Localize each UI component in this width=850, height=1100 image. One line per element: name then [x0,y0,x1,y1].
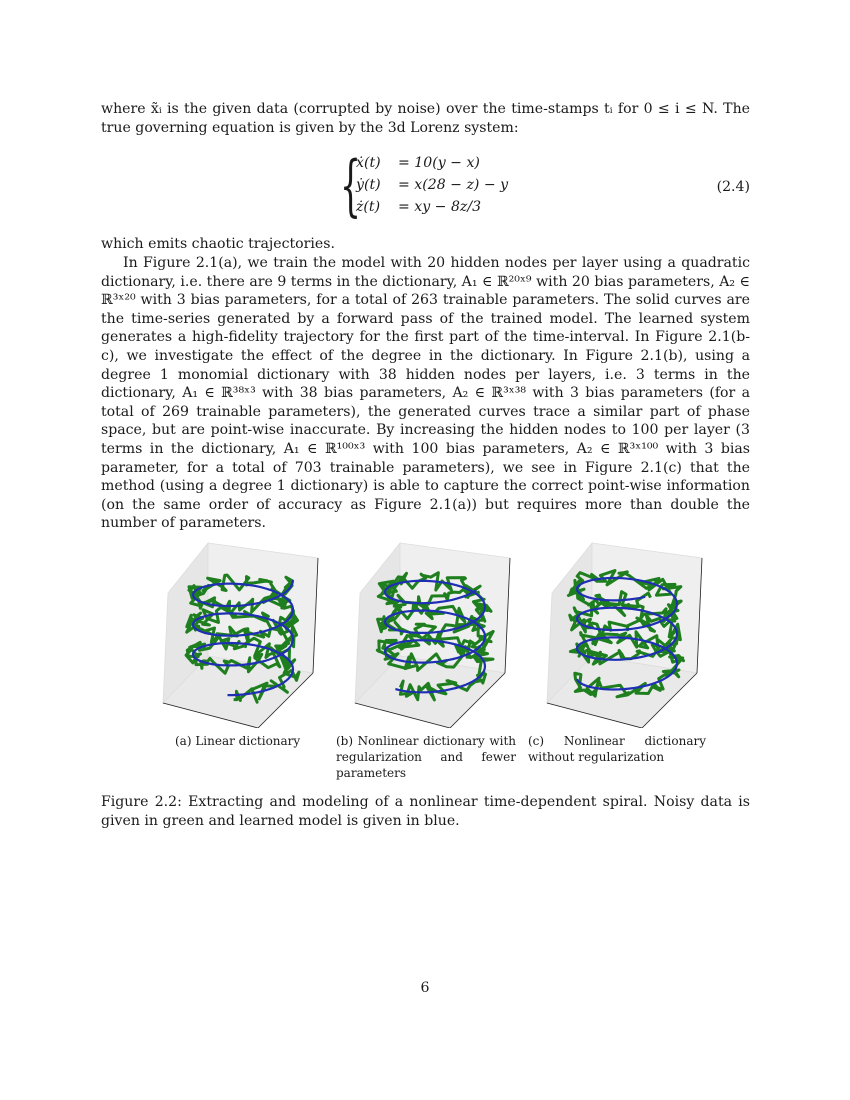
paragraph-results: In Figure 2.1(a), we train the model with 20 hidden nodes per layer using a quadratic dictionary, i.e. there are 9 terms in the dictionary, A₁ ∈ ℝ²⁰ˣ⁹ with 20 bias parameters, A₂ ∈ ℝ³ˣ²⁰ with 3 bias parameters, for a total of 263 trainable parameters. The solid curves are the time-series generated by a forward pass of the trained model. The learned system generates a high-fidelity trajectory for the first part of the time-interval. In Figure 2.1(b-c), we investigate the effect of the degree in the dictionary. In Figure 2.1(b), using a degree 1 monomial dictionary with 38 hidden nodes per layers, i.e. 3 terms in the dictionary, A₁ ∈ ℝ³⁸ˣ³ with 38 bias parameters, A₂ ∈ ℝ³ˣ³⁸ with 3 bias parameters (for a total of 269 trainable parameters), the generated curves trace a similar part of phase space, but are point-wise inaccurate. By increasing the hidden nodes to 100 per layer (3 terms in the dictionary, A₁ ∈ ℝ¹⁰⁰ˣ³ with 100 bias parameters, A₂ ∈ ℝ³ˣ¹⁰⁰ with 3 bias parameter, for a total of 703 trainable parameters), we see in Figure 2.1(c) that the method (using a degree 1 dictionary) is able to capture the correct point-wise information (on the same order of accuracy as Figure 2.1(a)) but requires more than double the number of parameters. [101,255,750,532]
subfigure-c-plot [532,538,717,728]
paragraph-intro: where x̃ᵢ is the given data (corrupted by noise) over the time-stamps tᵢ for 0 ≤ i ≤ N. The true governing equation is given by the 3d Lorenz system: [101,101,750,136]
page-number: 6 [420,980,430,996]
equation-row [356,177,508,199]
equation-row [356,155,480,177]
equation-rhs: = xy − 8z/3 [398,199,482,215]
subcaption-c: (c) Nonlinear dictionary without regularization [528,734,706,764]
subfigure-a-plot [148,538,333,728]
equation-rhs: = x(28 − z) − y [398,177,509,193]
subfigure-b-plot [340,538,525,728]
figure-caption: Figure 2.2: Extracting and modeling of a nonlinear time-dependent spiral. Noisy data is given in green and learned model is given in blue. [101,794,750,829]
paragraph-chaotic: which emits chaotic trajectories. [101,236,335,252]
equation-row [356,199,481,221]
lorenz-equation [340,147,760,225]
equation-lhs: ẏ(t) [356,177,381,193]
equation-number: (2.4) [716,179,750,195]
subcaption-b: (b) Nonlinear dictionary with regularization and fewer parameters [336,734,516,780]
equation-rhs: = 10(y − x) [398,155,480,171]
equation-lhs: ż(t) [356,199,381,215]
equation-brace: { [340,147,361,224]
subcaption-a: (a) Linear dictionary [175,734,301,748]
equation-lhs: ẋ(t) [356,155,381,171]
